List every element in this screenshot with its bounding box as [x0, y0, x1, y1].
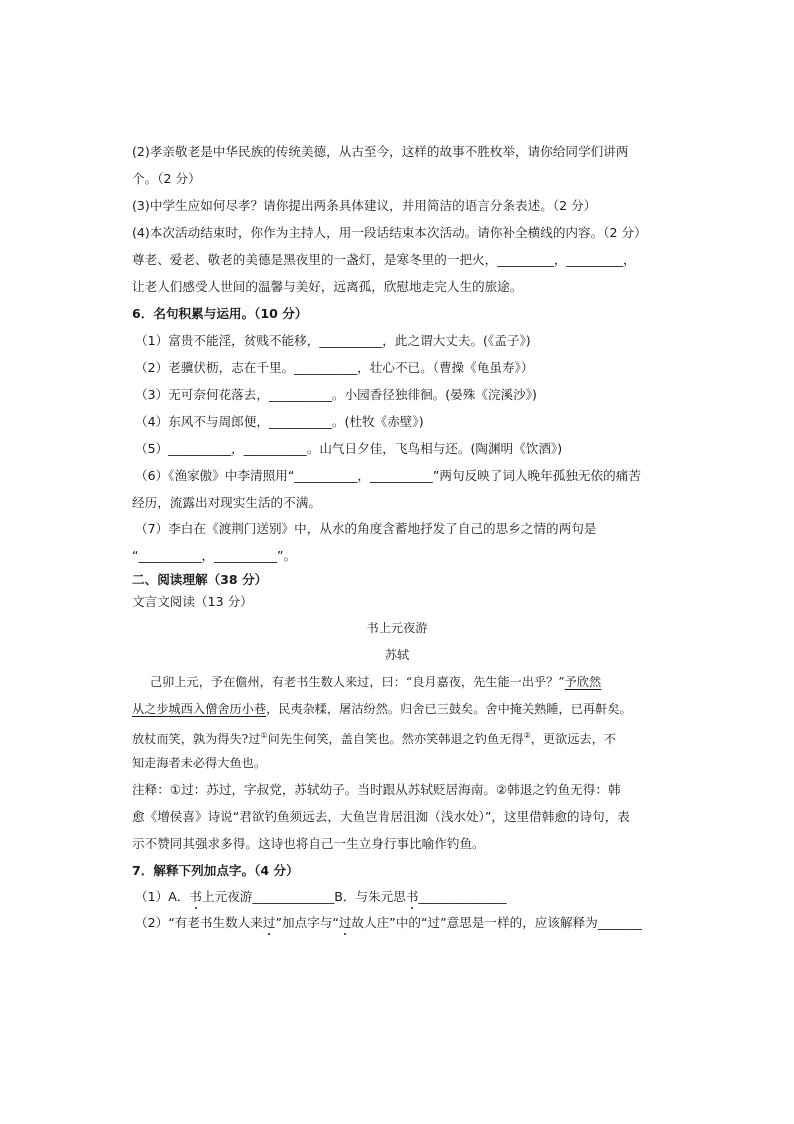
- item-text: 故人庄”中的“过”意思是一样的，应该解释为: [351, 915, 598, 930]
- q5-item-4-line-3: 让老人们感受人世间的温馨与美好，远离孤，欣慰地走完人生的旅途。: [132, 279, 523, 294]
- notes-line-3: 示不赞同其强求多得。这诗也将自己一生立身行事比喻作钓鱼。: [132, 836, 485, 851]
- dotted-char: 过: [338, 915, 352, 930]
- q6-item-7-line-2: “__________，__________”。: [132, 548, 297, 563]
- q6-item-1: （1）富贵不能淫，贫贱不能移，__________，此之谓大丈夫。(《孟子》): [135, 333, 531, 348]
- passage-line-2: [132, 701, 632, 717]
- q5-item-2-line-1: (2)孝亲敬老是中华民族的传统美德，从古至今，这样的故事不胜枚举，请你给同学们讲两: [132, 144, 629, 159]
- q5-item-4-line-2: 尊老、爱老、敬老的美德是黑夜里的一盏灯，是寒冬里的一把火，_________，_________，: [132, 252, 636, 267]
- q7-item-2: [135, 915, 642, 931]
- item-text: ”加点字与“: [275, 915, 339, 930]
- passage-text: 己卯上元，予在儋州，有老书生数人来过，曰：“良月嘉夜，先生能一出乎？”: [150, 675, 565, 689]
- q7-title: 7．解释下列加点字。（4 分）: [132, 863, 299, 878]
- passage-title: 书上元夜游: [366, 621, 428, 635]
- q6-item-5: （5）__________，__________。山气日夕佳，飞鸟相与还。(陶渊明《饮酒》): [135, 441, 563, 456]
- item-label: （1）A．: [135, 889, 190, 904]
- q6-item-2: （2）老骥伏枥，志在千里。__________，壮心不已。（曹操《龟虽寿》）: [135, 360, 534, 375]
- q5-item-3: (3)中学生应如何尽孝？请你提出两条具体建议，并用简洁的语言分条表述。（2 分）: [132, 198, 597, 213]
- section-2-subtitle: 文言文阅读（13 分）: [132, 594, 253, 609]
- q6-item-6-line-1: （6）《渔家傲》中李清照用“__________，__________”两句反映了词人晚年孤独无依的痛苦: [135, 468, 641, 483]
- item-text: 上元夜游: [202, 889, 253, 904]
- notes-line-2: 愈《增侯喜》诗说“君欲钓鱼须远去，大鱼岂肯居沮洳（浅水处）”，这里借韩愈的诗句，表: [132, 809, 630, 824]
- item-text: B．与朱元思: [334, 889, 406, 904]
- footnote-marker: ①: [260, 731, 268, 740]
- passage-text: 放杖而笑，孰为得失?过: [132, 732, 261, 747]
- answer-blank: _____________: [252, 889, 335, 904]
- dotted-char: 过: [262, 915, 276, 930]
- q6-item-4: （4）东风不与周郎便，__________。(杜牧《赤壁》): [135, 414, 424, 429]
- dotted-char: 书: [189, 889, 203, 904]
- section-2-title: 二、阅读理解（38 分）: [132, 572, 268, 587]
- q6-title: 6．名句积累与运用。（10 分）: [132, 306, 308, 321]
- answer-blank: ______________: [418, 889, 507, 904]
- underlined-phrase: 予欣然: [564, 675, 602, 689]
- item-text: （2）“有老书生数人来: [135, 915, 263, 930]
- notes-line-1: 注释：①过：苏过，字叔党，苏轼幼子。当时跟从苏轼贬居海南。②韩退之钓鱼无得：韩: [132, 782, 621, 797]
- q6-item-6-line-2: 经历，流露出对现实生活的不满。: [132, 495, 321, 510]
- q6-item-7-line-1: （7）李白在《渡荆门送别》中，从水的角度含蓄地抒发了自己的思乡之情的两句是: [135, 521, 597, 536]
- dotted-char: 书: [405, 889, 419, 904]
- passage-text: ，民夷杂糅，屠沽纷然。归舍已三鼓矣。舍中掩关熟睡，已再鼾矣。: [266, 702, 632, 716]
- answer-blank: _______: [597, 915, 642, 930]
- q7-item-1: [135, 889, 507, 905]
- passage-line-4: 知走海者未必得大鱼也。: [132, 756, 267, 770]
- q5-item-2-line-2: 个。（2 分）: [132, 171, 201, 186]
- passage-line-3: [132, 728, 616, 747]
- underlined-phrase: 从之步城西入僧舍历小巷: [132, 702, 267, 716]
- passage-line-1: [150, 674, 601, 690]
- passage-text: 问先生何笑，盖自笑也。然亦笑韩退之钓鱼无得: [267, 732, 524, 747]
- passage-text: ，更欲远去，不: [530, 732, 617, 747]
- footnote-marker: ②: [523, 731, 531, 740]
- passage-author: 苏轼: [384, 648, 410, 662]
- q6-item-3: （3）无可奈何花落去，__________。小园香径独徘徊。(晏殊《浣溪沙》): [135, 387, 537, 402]
- q5-item-4: (4)本次活动结束时，你作为主持人，用一段话结束本次活动。请你补全横线的内容。（2 分）: [132, 225, 647, 240]
